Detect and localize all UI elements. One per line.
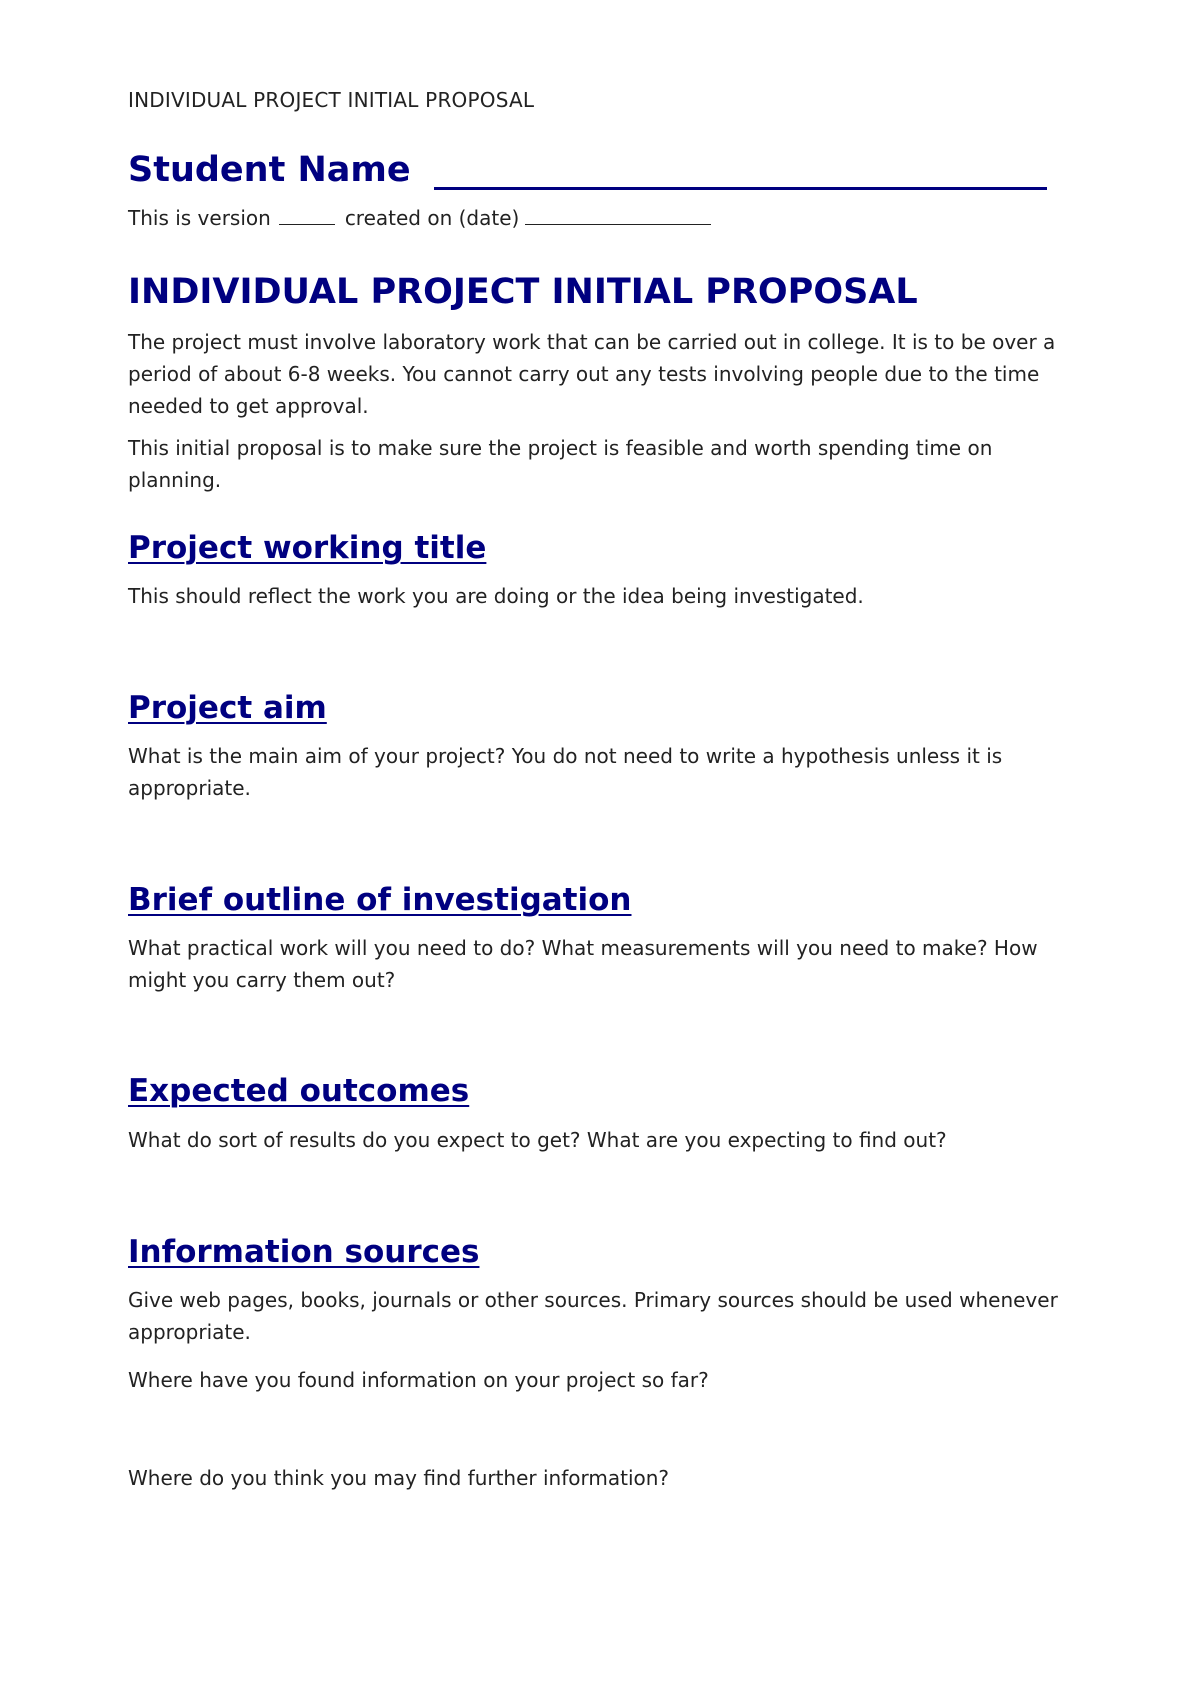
question-information-so-far: Where have you found information on your project so far? [128, 1368, 709, 1392]
version-blank-line [279, 210, 335, 225]
heading-project-working-title: Project working title [128, 530, 487, 566]
version-date-label: created on (date) [344, 206, 520, 230]
intro-paragraph-1: The project must involve laboratory work that can be carried out in college. It is to be over a period of about 6-8 weeks. You cannot carry out any tests involving people due to the time needed to get approval. [128, 330, 1056, 418]
intro-paragraph-2: This initial proposal is to make sure the project is feasible and worth spending time on planning. [128, 436, 993, 492]
body-expected-outcomes: What do sort of results do you expect to get? What are you expecting to find out? [128, 1128, 947, 1152]
student-name-row [128, 150, 1088, 194]
date-blank-line [525, 210, 711, 225]
body-information-sources: Give web pages, books, journals or other sources. Primary sources should be used whenever appropriate. [128, 1288, 1058, 1344]
version-prefix: This is version [128, 206, 271, 230]
main-title: INDIVIDUAL PROJECT INITIAL PROPOSAL [128, 272, 918, 312]
question-further-information: Where do you think you may find further information? [128, 1466, 670, 1490]
running-header: INDIVIDUAL PROJECT INITIAL PROPOSAL [128, 88, 535, 112]
heading-project-aim: Project aim [128, 690, 327, 726]
student-name-blank-line [434, 187, 1047, 190]
heading-brief-outline: Brief outline of investigation [128, 882, 632, 918]
version-line [128, 206, 711, 230]
body-project-aim: What is the main aim of your project? You do not need to write a hypothesis unless it is appropriate. [128, 744, 1003, 800]
body-project-working-title: This should reflect the work you are doing or the idea being investigated. [128, 584, 864, 608]
body-brief-outline: What practical work will you need to do? What measurements will you need to make? How might you carry them out? [128, 936, 1038, 992]
heading-expected-outcomes: Expected outcomes [128, 1073, 470, 1109]
heading-information-sources: Information sources [128, 1234, 480, 1270]
student-name-label: Student Name [128, 150, 411, 190]
